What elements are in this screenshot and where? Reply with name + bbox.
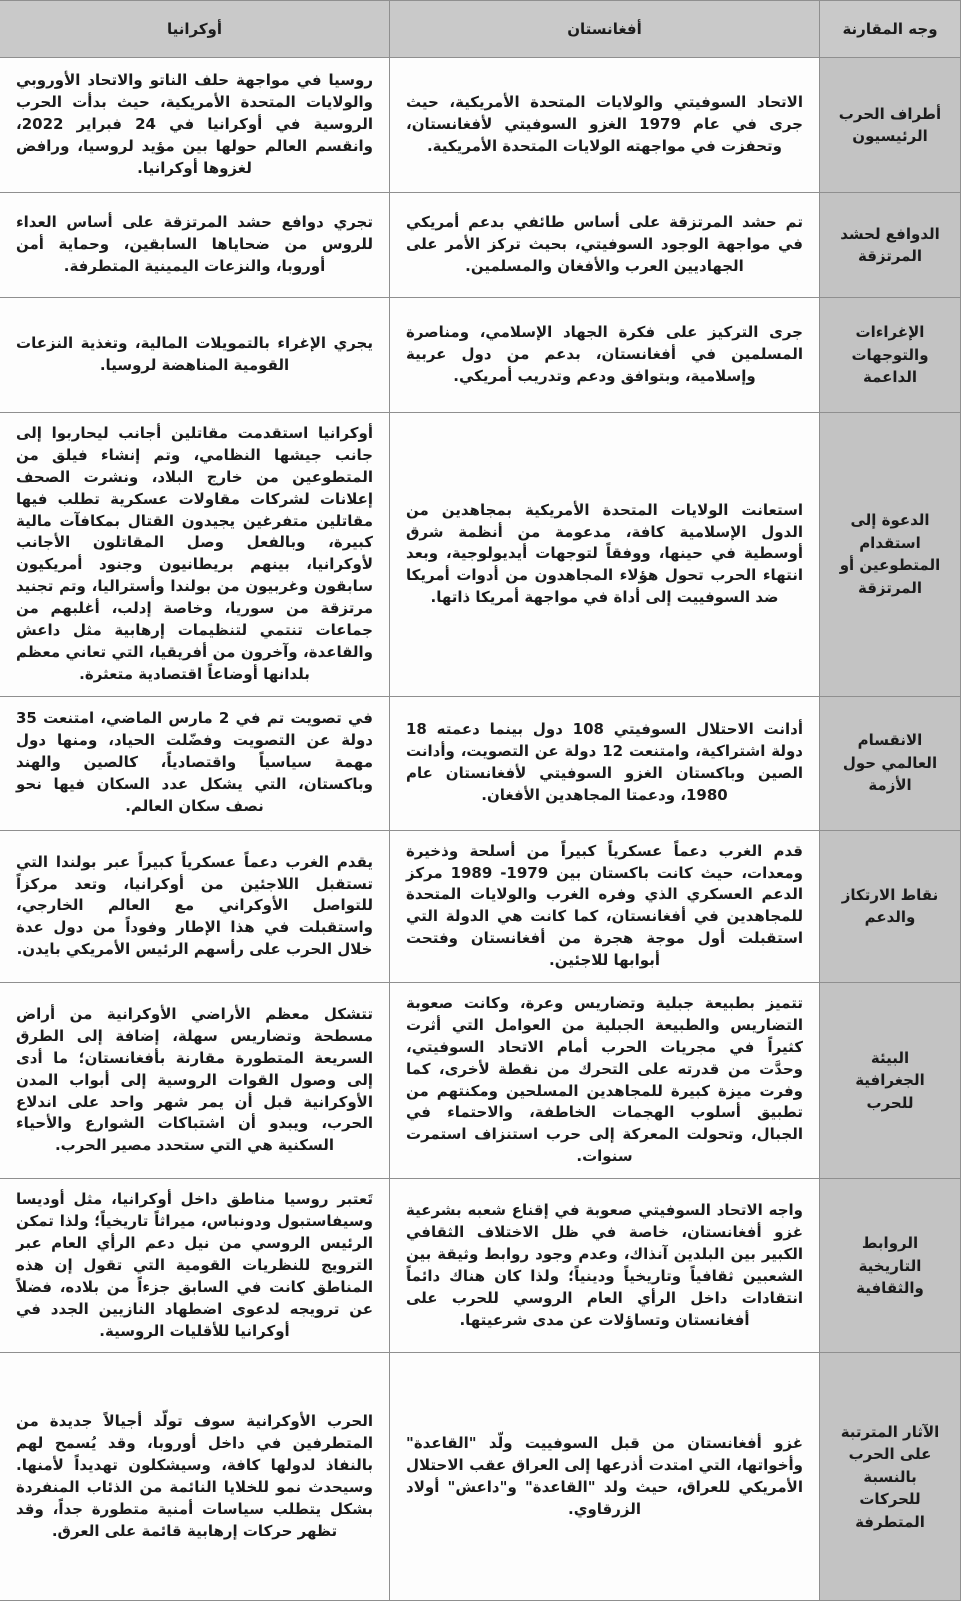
table-row-global-division <box>0 696 961 830</box>
afghanistan-cell: قدم الغرب دعماً عسكرياً كبيراً من أسلحة وذخيرة ومعدات، حيث كانت باكستان بين 1979- 1989 مركز الدعم العسكري الذي وفره الغرب والولايات المتحدة للمجاهدين في أفغانستان، كما كانت هي الدولة التي استقبلت أول موجة هجرة من أفغانستان وفتحت أبوابها للاجئين. <box>390 830 820 982</box>
ukraine-cell: يقدم الغرب دعماً عسكرياً كبيراً عبر بولندا التي تستقبل اللاجئين من أوكرانيا، وتعد مركزاً للتواصل الأوكراني مع العالم الخارجي، واستقبلت في هذا الإطار وفوداً من دول عدة خلال الحرب على رأسهم الرئيس الأمريكي بايدن. <box>0 830 390 982</box>
ukraine-cell: تَعتبر روسيا مناطق داخل أوكرانيا، مثل أوديسا وسيفاستبول ودونباس، ميراثاً تاريخياً؛ ولذا تمكن الرئيس الروسي من نيل دعم الرأي العام عبر الترويج للنظريات القومية التي تقول إن هذه المناطق كانت في السابق جزءاً من بلاده، فضلاً عن ترويجه لدعوى اضطهاد النازيين الجدد في أوكرانيا للأقليات الروسية. <box>0 1179 390 1353</box>
afghanistan-cell: غزو أفغانستان من قبل السوفييت ولّد "القاعدة" وأخواتها، التي امتدت أذرعها إلى العراق عقب الاحتلال الأمريكي للعراق، حيث ولد "القاعدة" و"داعش" أولاد الزرقاوي. <box>390 1353 820 1601</box>
afghanistan-cell: تتميز بطبيعة جبلية وتضاريس وعرة، وكانت صعوبة التضاريس والطبيعة الجبلية من العوامل التي أثرت كثيراً في مجريات الحرب أمام الاتحاد السوفيتي، وحدَّت من قدرته على التحرك من نقطة لأخرى، كما وفرت ميزة كبيرة للمجاهدين المسلحين ومكنتهم من تطبيق أسلوب الهجمات الخاطفة، والاحتماء في الجبال، وتحولت المعركة إلى حرب استنزاف استمرت سنوات. <box>390 983 820 1179</box>
ukraine-cell: تجري دوافع حشد المرتزقة على أساس العداء للروس من ضحاياها السابقين، وحماية أمن أوروبا، والنزعات اليمينية المتطرفة. <box>0 193 390 298</box>
afghanistan-cell: واجه الاتحاد السوفيتي صعوبة في إقناع شعبه بشرعية غزو أفغانستان، خاصة في ظل الاختلاف الثقافي الكبير بين البلدين آنذاك، وعدم وجود روابط وثيقة بين الشعبين ثقافياً وتاريخياً ودينياً؛ ولذا كان هناك دائماً انتقادات داخل الرأي العام الروسي للحرب على أفغانستان وتساؤلات عن مدى شرعيتها. <box>390 1179 820 1353</box>
table-row-support-anchors <box>0 830 961 982</box>
ukraine-cell: تتشكل معظم الأراضي الأوكرانية من أراض مسطحة وتضاريس سهلة، إضافة إلى الطرق السريعة المتطورة مقارنة بأفغانستان؛ ما أدى إلى وصول القوات الروسية إلى أبواب المدن الأوكرانية قبل أن يمر شهر واحد على اندلاع الحرب، ويبدو أن اشتباكات الشوارع والأحياء السكنية هي التي ستحدد مصير الحرب. <box>0 983 390 1179</box>
ukraine-cell: روسيا في مواجهة حلف الناتو والاتحاد الأوروبي والولايات المتحدة الأمريكية، حيث بدأت الحرب الروسية في أوكرانيا في 24 فبراير 2022، وانقسم العالم حولها بين مؤيد لروسيا، ورافض لغزوها أوكرانيا. <box>0 58 390 193</box>
aspect-label: البيئة الجغرافية للحرب <box>820 983 961 1179</box>
aspect-label: الإغراءات والتوجهات الداعمة <box>820 298 961 413</box>
ukraine-cell: يجري الإغراء بالتمويلات المالية، وتغذية النزعات القومية المناهضة لروسيا. <box>0 298 390 413</box>
table-row-extremist-movement-effects <box>0 1353 961 1601</box>
table-row-mercenary-motives <box>0 193 961 298</box>
header-afghanistan: أفغانستان <box>390 1 820 58</box>
ukraine-cell: أوكرانيا استقدمت مقاتلين أجانب ليحاربوا إلى جانب جيشها النظامي، وتم إنشاء فيلق من المتطوعين من خارج البلاد، ونشرت الصحف إعلانات لشركات مقاولات عسكرية تطلب فيها مقاتلين متفرغين يجيدون القتال بمكافآت مالية كبيرة، وبالفعل وصل المقاتلون الأجانب لأوكرانيا، بينهم بريطانيون وجنود أمريكيون سابقون وغربيون من بولندا وأستراليا، وتم تجنيد مرتزقة من سوريا، وخاصة إدلب، أغلبهم من جماعات تنتمي لتنظيمات إرهابية مثل داعش والقاعدة، وآخرون من أفريقيا، التي تعاني معظم بلدانها أوضاعاً اقتصادية متعثرة. <box>0 413 390 697</box>
afghanistan-cell: جرى التركيز على فكرة الجهاد الإسلامي، ومناصرة المسلمين في أفغانستان، بدعم من دول عربية وإسلامية، وبتوافق ودعم وتدريب أمريكي. <box>390 298 820 413</box>
aspect-label: الآثار المترتبة على الحرب بالنسبة للحركات المتطرفة <box>820 1353 961 1601</box>
table-row-historical-cultural-ties <box>0 1179 961 1353</box>
afghanistan-cell: أدانت الاحتلال السوفيتي 108 دول بينما دعمته 18 دولة اشتراكية، وامتنعت 12 دولة عن التصويت، وأدانت الصين وباكستان الغزو السوفيتي لأفغانستان عام 1980، ودعمتا المجاهدين الأفغان. <box>390 696 820 830</box>
ukraine-cell: الحرب الأوكرانية سوف تولّد أجيالاً جديدة من المتطرفين في داخل أوروبا، وقد يُسمح لهم بالنفاذ لدولها كافة، وسيشكلون تهديداً لأمنها. وسيحدث نمو للخلايا النائمة من الذئاب المنفردة بشكل يتطلب سياسات أمنية متطورة جداً، وقد تظهر حركات إرهابية قائمة على العرق. <box>0 1353 390 1601</box>
aspect-label: نقاط الارتكاز والدعم <box>820 830 961 982</box>
header-ukraine: أوكرانيا <box>0 1 390 58</box>
afghanistan-cell: تم حشد المرتزقة على أساس طائفي بدعم أمريكي في مواجهة الوجود السوفيتي، بحيث تركز الأمر على الجهاديين العرب والأفغان والمسلمين. <box>390 193 820 298</box>
ukraine-cell: في تصويت تم في 2 مارس الماضي، امتنعت 35 دولة عن التصويت وفضّلت الحياد، ومنها دول مهمة سياسياً واقتصادياً، كالصين والهند وباكستان، التي يشكل عدد السكان فيها نحو نصف سكان العالم. <box>0 696 390 830</box>
afghanistan-cell: استعانت الولايات المتحدة الأمريكية بمجاهدين من الدول الإسلامية كافة، مدعومة من أنظمة شرق أوسطية في حينها، ووفقاً لتوجهات أيديولوجية، وبعد انتهاء الحرب تحول هؤلاء المجاهدون من أدوات أمريكا ضد السوفييت إلى أداة في مواجهة أمريكا ذاتها. <box>390 413 820 697</box>
table-row-main-parties <box>0 58 961 193</box>
aspect-label: الدعوة إلى استقدام المتطوعين أو المرتزقة <box>820 413 961 697</box>
header-comparison-aspect: وجه المقارنة <box>820 1 961 58</box>
aspect-label: الدوافع لحشد المرتزقة <box>820 193 961 298</box>
aspect-label: الروابط التاريخية والثقافية <box>820 1179 961 1353</box>
aspect-label: أطراف الحرب الرئيسيون <box>820 58 961 193</box>
aspect-label: الانقسام العالمي حول الأزمة <box>820 696 961 830</box>
table-row-temptations <box>0 298 961 413</box>
afghanistan-cell: الاتحاد السوفيتي والولايات المتحدة الأمريكية، حيث جرى في عام 1979 الغزو السوفيتي لأفغانستان، وتحفزت في مواجهته الولايات المتحدة الأمريكية. <box>390 58 820 193</box>
table-row-volunteer-recruitment <box>0 413 961 697</box>
table-row-geographic-environment <box>0 983 961 1179</box>
header-row <box>0 1 961 58</box>
